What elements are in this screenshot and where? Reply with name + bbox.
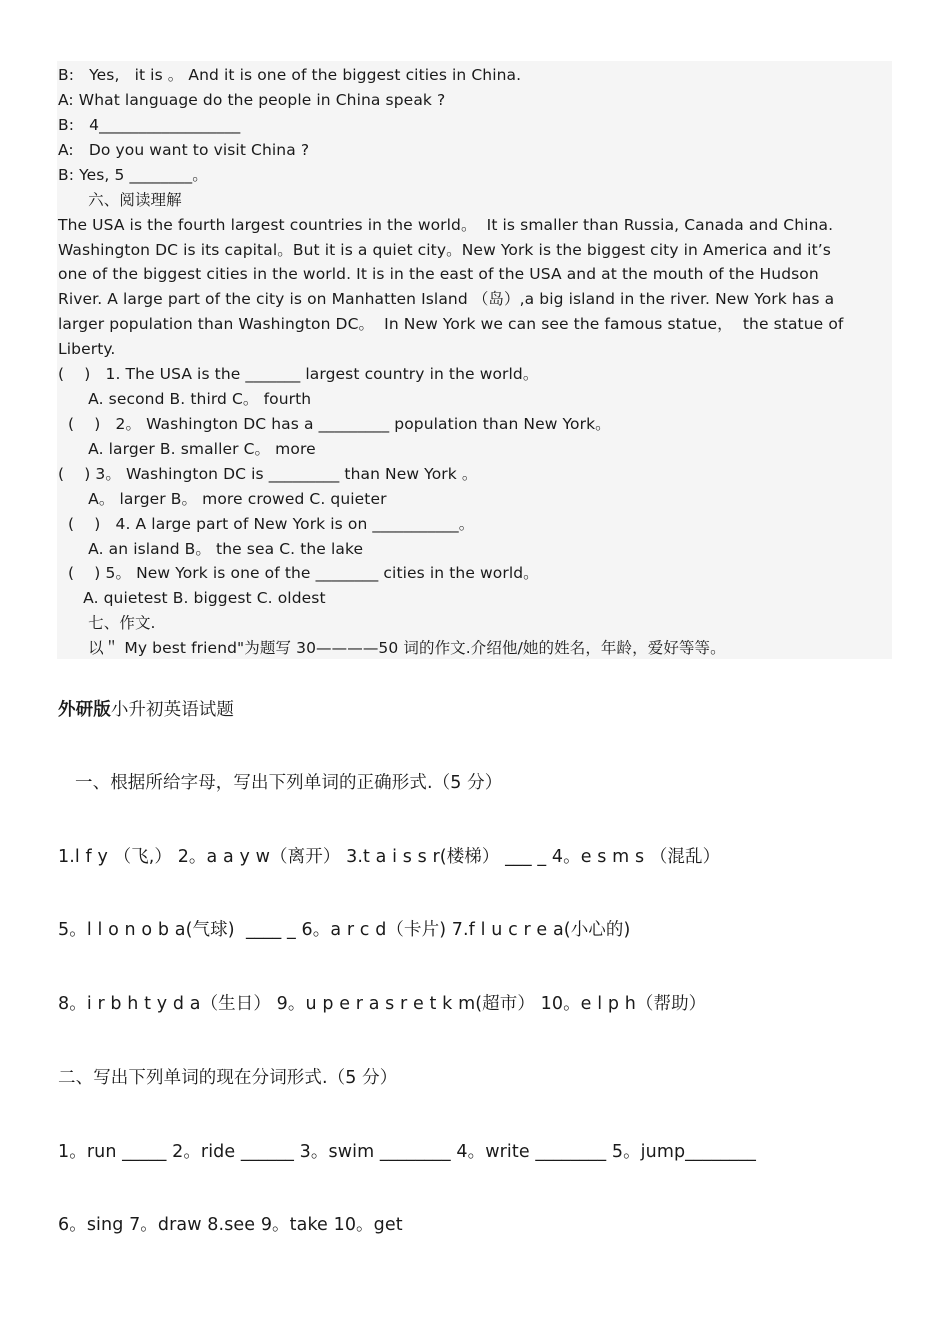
writing-prompt: 以＂ My best friend"为题写 30————50 词的作文.介绍他/她的姓名，年龄，爱好等等。 — [58, 639, 726, 657]
section-heading-writing: 七、作文. — [58, 614, 156, 632]
reading-passage-line: one of the biggest cities in the world. It is in the east of the USA and at the mouth of the Hudson — [58, 265, 819, 283]
reading-passage-line: Liberty. — [58, 340, 116, 358]
reading-passage-line: The USA is the fourth largest countries in the world。 It is smaller than Russia, Canada and China. — [58, 216, 834, 234]
question-line: ( ) 4. A large part of New York is on ___________。 — [58, 515, 475, 533]
dialogue-line: B: Yes, it is 。 And it is one of the biggest cities in China. — [58, 66, 522, 84]
question-line: ( ) 3。 Washington DC is _________ than New York 。 — [58, 465, 478, 483]
section1-line: 1.l f y （飞,） 2。a a y w（离开） 3.t a i s s r(楼梯） ___ _ 4。e s m s （混乱） — [58, 847, 721, 867]
dialogue-line: A: What language do the people in China speak ? — [58, 91, 446, 109]
title-rest: 小升初英语试题 — [110, 700, 235, 720]
dialogue-line: B: Yes, 5 ________。 — [58, 166, 208, 184]
question-line: ( ) 2。 Washington DC has a _________ population than New York。 — [58, 415, 611, 433]
question-line: ( ) 1. The USA is the _______ largest country in the world。 — [58, 365, 539, 383]
reading-passage-line: larger population than Washington DC。 In New York we can see the famous statue， the statue of — [58, 315, 844, 333]
section1-line: 5。l l o n o b a(气球) ____ _ 6。a r c d（卡片) 7.f l u c r e a(小心的) — [58, 920, 631, 940]
section2-line: 1。run _____ 2。ride ______ 3。swim ________ 4。write ________ 5。jump________ — [58, 1142, 756, 1162]
reading-passage-line: Washington DC is its capital。But it is a quiet city。New York is the biggest city in America and it’s — [58, 241, 831, 259]
section1-heading: 一、根据所给字母，写出下列单词的正确形式.（5 分） — [58, 773, 503, 793]
question-line: ( ) 5。 New York is one of the ________ cities in the world。 — [58, 564, 539, 582]
title-bold-part: 外研版 — [58, 700, 111, 720]
question-options: A. quietest B. biggest C. oldest — [58, 589, 326, 607]
dialogue-line: B: 4__________________ — [58, 116, 241, 134]
question-options: A. an island B。 the sea C. the lake — [58, 540, 364, 558]
document-title — [58, 698, 234, 722]
section1-line: 8。i r b h t y d a（生日） 9。u p e r a s r e t k m(超市） 10。e l p h（帮助） — [58, 994, 707, 1014]
dialogue-line: A: Do you want to visit China ? — [58, 141, 310, 159]
question-options: A. larger B. smaller C。 more — [58, 440, 316, 458]
section2-line: 6。sing 7。draw 8.see 9。take 10。get — [58, 1215, 403, 1235]
section2-heading: 二、写出下列单词的现在分词形式.（5 分） — [58, 1068, 398, 1088]
reading-passage-line: River. A large part of the city is on Manhatten Island （岛）,a big island in the river. New York has a — [58, 290, 835, 308]
section-heading-reading: 六、阅读理解 — [58, 191, 182, 209]
question-options: A. second B. third C。 fourth — [58, 390, 312, 408]
question-options: A。 larger B。 more crowed C. quieter — [58, 490, 387, 508]
